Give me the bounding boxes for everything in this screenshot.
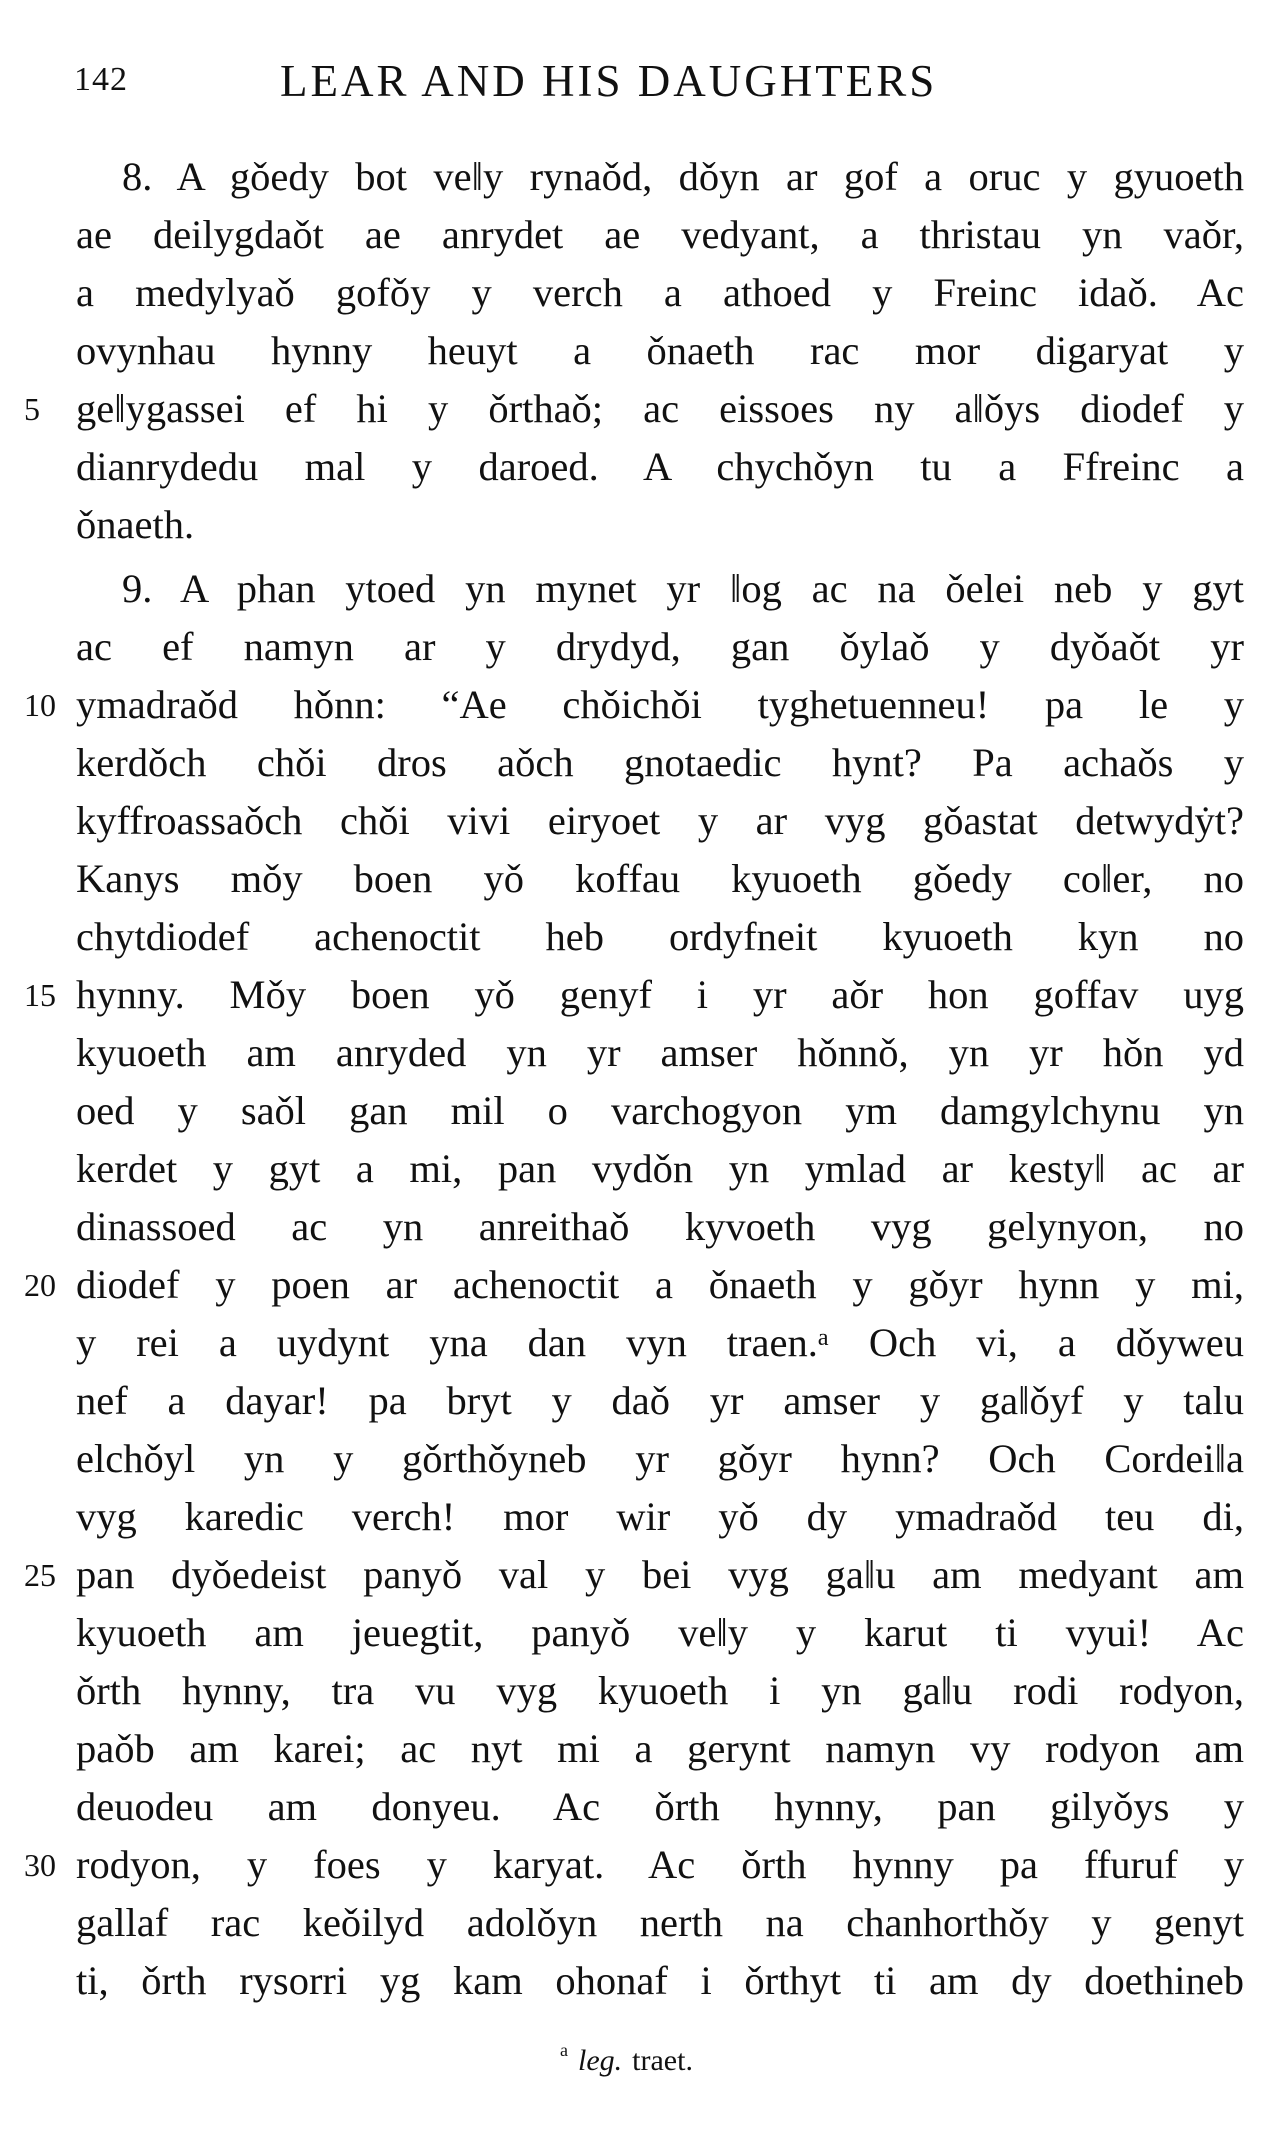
- text-line: deuodeu am donyeu. Ac ǒrth hynny, pan gilyǒys y: [76, 1784, 1244, 1829]
- text-line: dianrydedu mal y daroed. A chychǒyn tu a Ffreinc a: [76, 444, 1244, 489]
- line-number: 15: [24, 977, 56, 1013]
- footnote: [560, 2040, 693, 2078]
- text-line: ac ef namyn ar y drydyd, gan ǒylaǒ y dyǒaǒt yr: [76, 624, 1244, 669]
- text-line: y rei a uydynt yna dan vyn traen.ᵃ Och vi, a dǒyweu: [76, 1320, 1244, 1365]
- text-line: gallaf rac keǒilyd adolǒyn nerth na chanhorthǒy y genyt: [76, 1900, 1244, 1945]
- text-line: oed y saǒl gan mil o varchogyon ym damgylchynu yn: [76, 1088, 1244, 1133]
- text-line: a medylyaǒ gofǒy y verch a athoed y Freinc idaǒ. Ac: [76, 270, 1244, 315]
- text-line: ti, ǒrth rysorri yg kam ohonaf i ǒrthyt ti am dy doethineb: [76, 1958, 1244, 2003]
- text-line: diodef y poen ar achenoctit a ǒnaeth y gǒyr hynn y mi,: [76, 1262, 1244, 1307]
- running-title: LEAR AND HIS DAUGHTERS: [280, 56, 938, 106]
- line-number: 5: [24, 391, 40, 427]
- page-number: 142: [74, 61, 128, 98]
- text-line: ǒrth hynny, tra vu vyg kyuoeth i yn gaǁu rodi rodyon,: [76, 1668, 1244, 1713]
- text-line: kyuoeth am anryded yn yr amser hǒnnǒ, yn yr hǒn yd: [76, 1030, 1244, 1075]
- text-line: dinassoed ac yn anreithaǒ kyvoeth vyg gelynyon, no: [76, 1204, 1244, 1249]
- text-line: Kanys mǒy boen yǒ koffau kyuoeth gǒedy coǁer, no: [76, 856, 1244, 901]
- text-line: kyuoeth am jeuegtit, panyǒ veǁy y karut ti vyui! Ac: [76, 1610, 1244, 1655]
- text-line: elchǒyl yn y gǒrthǒyneb yr gǒyr hynn? Och Cordeiǁa: [76, 1436, 1244, 1481]
- line-number: 20: [24, 1267, 56, 1303]
- text-line: kyffroassaǒch chǒi vivi eiryoet y ar vyg gǒastat detwydẏt?: [76, 798, 1244, 843]
- text-line: kerdǒch chǒi dros aǒch gnotaedic hynt? Pa achaǒs y: [76, 740, 1244, 785]
- text-line: ǒnaeth.: [76, 502, 195, 547]
- text-line: vyg karedic verch! mor wir yǒ dy ymadraǒd teu di,: [76, 1494, 1244, 1539]
- text-line: 8. A gǒedy bot veǁy rynaǒd, dǒyn ar gof a oruc y gyuoeth: [122, 154, 1244, 199]
- text-line: ae deilygdaǒt ae anrydet ae vedyant, a thristau yn vaǒr,: [76, 212, 1244, 257]
- text-line: ovynhau hynny heuyt a ǒnaeth rac mor digaryat y: [76, 328, 1244, 373]
- footnote-marker: a: [560, 2040, 568, 2060]
- footnote-abbrev: leg.: [578, 2044, 623, 2077]
- text-line: nef a dayar! pa bryt y daǒ yr amser y gaǁǒyf y talu: [76, 1378, 1244, 1423]
- line-number: 30: [24, 1847, 56, 1883]
- page-header: [0, 55, 1286, 115]
- footnote-reading: traet.: [632, 2044, 693, 2077]
- text-line: hynny. Mǒy boen yǒ genyf i yr aǒr hon goffav uyg: [76, 972, 1244, 1017]
- text-line: geǁygassei ef hi y ǒrthaǒ; ac eissoes ny aǁǒys diodef y: [76, 386, 1244, 431]
- line-number: 25: [24, 1557, 56, 1593]
- text-line: pan dyǒedeist panyǒ val y bei vyg gaǁu am medyant am: [76, 1552, 1244, 1597]
- text-line: 9. A phan ytoed yn mynet yr ǁog ac na ǒelei neb y gyt: [122, 566, 1244, 611]
- text-line: kerdet y gyt a mi, pan vydǒn yn ymlad ar kestyǁ ac ar: [76, 1146, 1244, 1191]
- line-number: 10: [24, 687, 56, 723]
- text-line: rodyon, y foes y karyat. Ac ǒrth hynny pa ffuruf y: [76, 1842, 1244, 1887]
- text-line: ymadraǒd hǒnn: “Ae chǒichǒi tyghetuenneu! pa le y: [76, 682, 1244, 727]
- text-line: paǒb am karei; ac nyt mi a gerynt namyn vy rodyon am: [76, 1726, 1244, 1771]
- text-line: chytdiodef achenoctit heb ordyfneit kyuoeth kyn no: [76, 914, 1244, 959]
